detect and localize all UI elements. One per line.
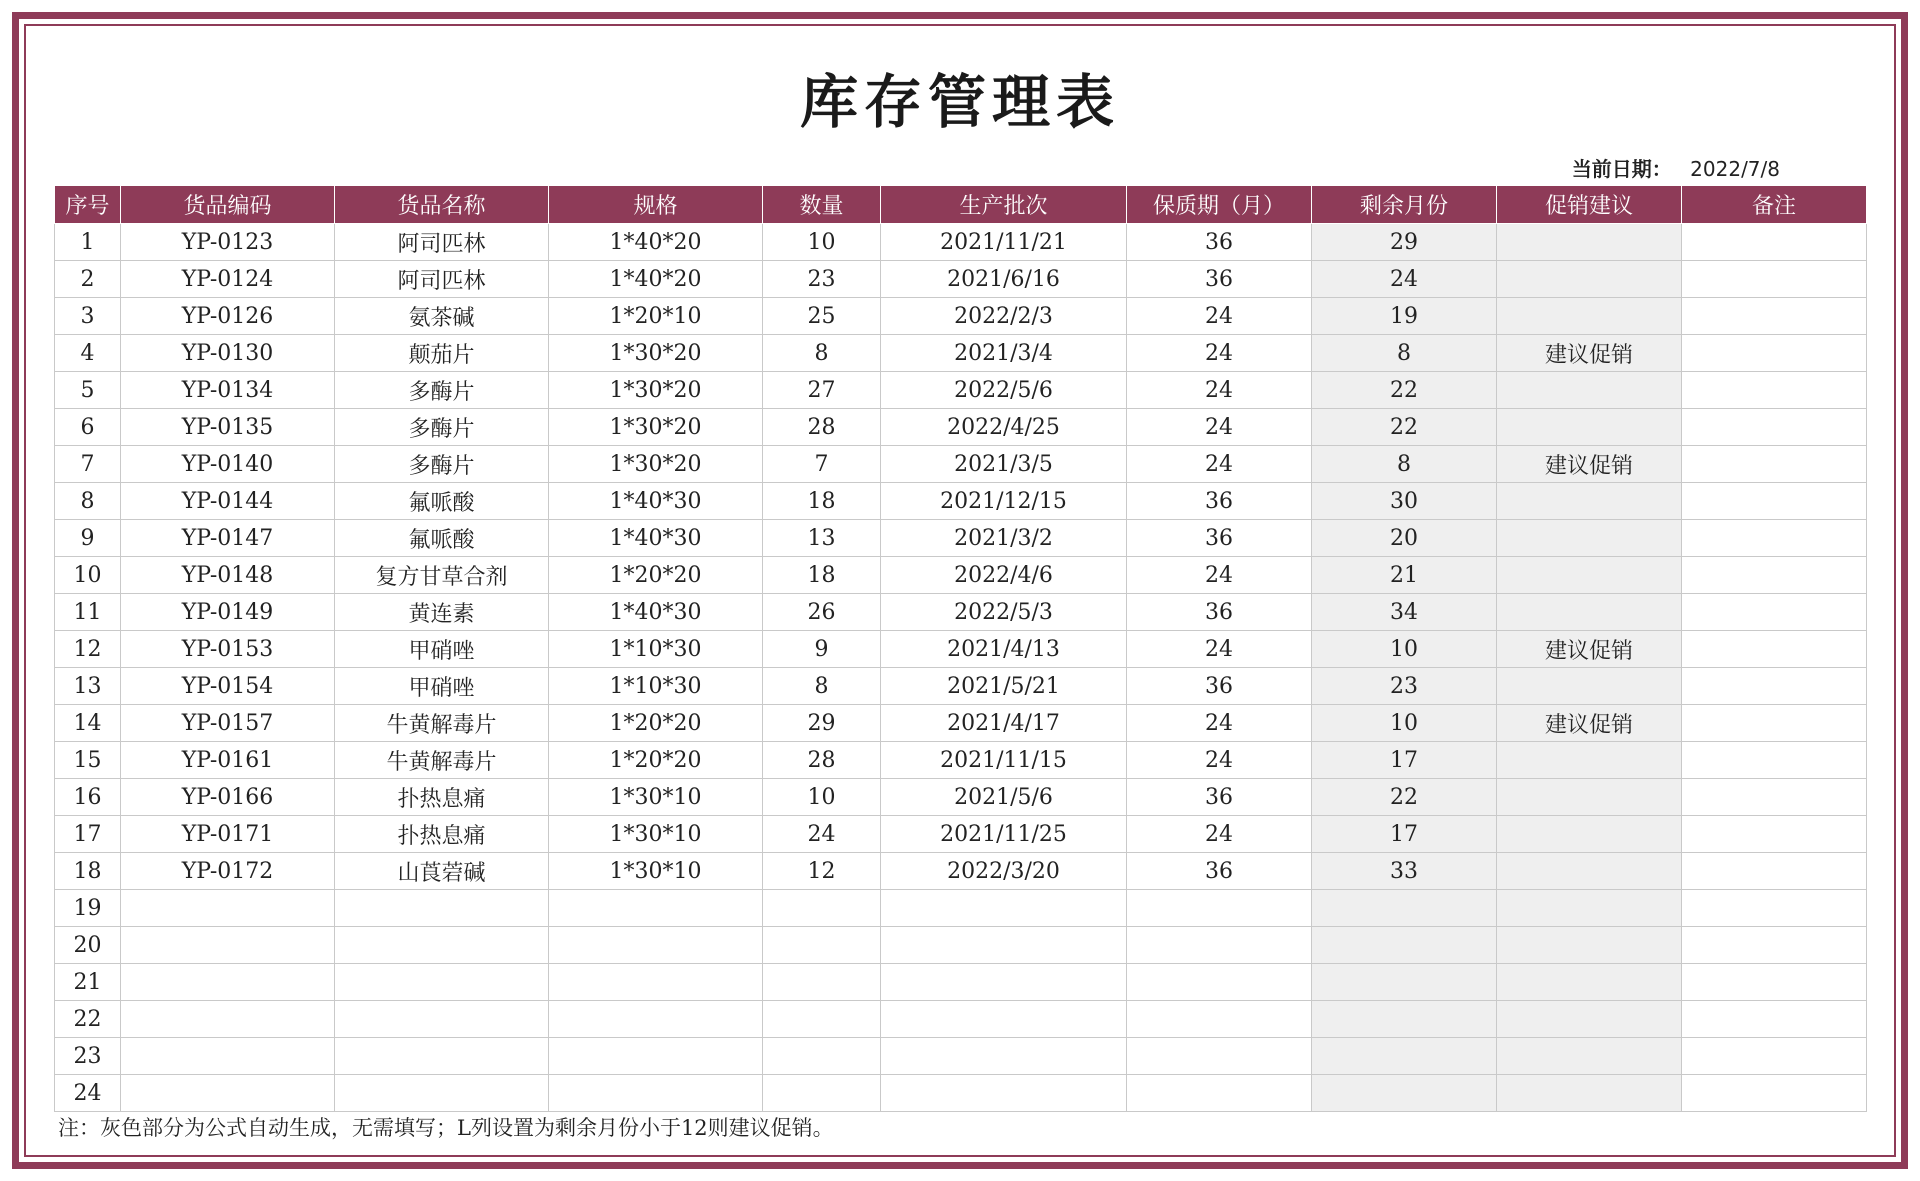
cell-batch[interactable]: 2021/12/15 — [881, 483, 1127, 520]
cell-code[interactable]: YP-0130 — [121, 335, 335, 372]
table-row — [55, 1075, 1867, 1112]
cell-code[interactable]: YP-0153 — [121, 631, 335, 668]
cell-no[interactable]: 5 — [55, 372, 121, 409]
cell-remark[interactable] — [1682, 964, 1867, 1001]
cell-no[interactable]: 21 — [55, 964, 121, 1001]
cell-shelf-life[interactable]: 24 — [1127, 298, 1312, 335]
cell-no[interactable]: 8 — [55, 483, 121, 520]
cell-remark[interactable] — [1682, 446, 1867, 483]
column-header-qty: 数量 — [763, 186, 881, 224]
cell-batch[interactable]: 2021/3/2 — [881, 520, 1127, 557]
cell-code[interactable] — [121, 1038, 335, 1075]
cell-spec[interactable]: 1*30*10 — [549, 779, 763, 816]
cell-remaining[interactable]: 23 — [1312, 668, 1497, 705]
cell-promo[interactable] — [1497, 372, 1682, 409]
cell-spec[interactable]: 1*30*20 — [549, 372, 763, 409]
cell-shelf-life[interactable]: 24 — [1127, 742, 1312, 779]
cell-spec[interactable]: 1*20*20 — [549, 742, 763, 779]
cell-code[interactable]: YP-0140 — [121, 446, 335, 483]
cell-spec[interactable]: 1*30*10 — [549, 816, 763, 853]
cell-remaining[interactable] — [1312, 890, 1497, 927]
cell-code[interactable]: YP-0157 — [121, 705, 335, 742]
cell-shelf-life[interactable] — [1127, 964, 1312, 1001]
cell-spec[interactable] — [549, 1001, 763, 1038]
column-header-remaining: 剩余月份 — [1312, 186, 1497, 224]
cell-remark[interactable] — [1682, 335, 1867, 372]
cell-code[interactable]: YP-0154 — [121, 668, 335, 705]
cell-remaining[interactable] — [1312, 1038, 1497, 1075]
cell-remark[interactable] — [1682, 816, 1867, 853]
cell-promo[interactable] — [1497, 779, 1682, 816]
cell-remark[interactable] — [1682, 298, 1867, 335]
cell-spec[interactable]: 1*40*20 — [549, 261, 763, 298]
cell-spec[interactable]: 1*10*30 — [549, 631, 763, 668]
cell-promo[interactable] — [1497, 224, 1682, 261]
cell-remark[interactable] — [1682, 372, 1867, 409]
cell-qty[interactable]: 27 — [763, 372, 881, 409]
cell-batch[interactable]: 2021/5/21 — [881, 668, 1127, 705]
cell-qty[interactable] — [763, 1038, 881, 1075]
cell-name[interactable] — [335, 1001, 549, 1038]
table-row — [55, 335, 1867, 372]
cell-spec[interactable]: 1*40*30 — [549, 520, 763, 557]
cell-remark[interactable] — [1682, 261, 1867, 298]
cell-code[interactable]: YP-0126 — [121, 298, 335, 335]
cell-code[interactable]: YP-0147 — [121, 520, 335, 557]
cell-batch[interactable] — [881, 1001, 1127, 1038]
cell-promo[interactable] — [1497, 557, 1682, 594]
cell-batch[interactable] — [881, 1075, 1127, 1112]
cell-name[interactable]: 扑热息痛 — [335, 816, 549, 853]
cell-remaining[interactable]: 22 — [1312, 779, 1497, 816]
cell-code[interactable] — [121, 1075, 335, 1112]
cell-no[interactable]: 11 — [55, 594, 121, 631]
cell-qty[interactable]: 23 — [763, 261, 881, 298]
cell-remark[interactable] — [1682, 520, 1867, 557]
cell-code[interactable]: YP-0134 — [121, 372, 335, 409]
cell-remark[interactable] — [1682, 779, 1867, 816]
cell-remark[interactable] — [1682, 890, 1867, 927]
table-row — [55, 705, 1867, 742]
cell-shelf-life[interactable]: 36 — [1127, 594, 1312, 631]
cell-qty[interactable]: 10 — [763, 779, 881, 816]
cell-promo[interactable]: 建议促销 — [1497, 705, 1682, 742]
cell-shelf-life[interactable]: 36 — [1127, 853, 1312, 890]
cell-remaining[interactable]: 24 — [1312, 261, 1497, 298]
cell-promo[interactable] — [1497, 816, 1682, 853]
cell-code[interactable]: YP-0161 — [121, 742, 335, 779]
cell-no[interactable]: 23 — [55, 1038, 121, 1075]
cell-no[interactable]: 18 — [55, 853, 121, 890]
table-row — [55, 927, 1867, 964]
cell-shelf-life[interactable]: 36 — [1127, 520, 1312, 557]
current-date-value[interactable]: 2022/7/8 — [1690, 157, 1780, 181]
cell-code[interactable]: YP-0124 — [121, 261, 335, 298]
cell-qty[interactable]: 26 — [763, 594, 881, 631]
cell-no[interactable]: 7 — [55, 446, 121, 483]
cell-name[interactable]: 多酶片 — [335, 446, 549, 483]
cell-code[interactable]: YP-0172 — [121, 853, 335, 890]
cell-remaining[interactable]: 22 — [1312, 409, 1497, 446]
cell-shelf-life[interactable]: 24 — [1127, 335, 1312, 372]
cell-shelf-life[interactable]: 24 — [1127, 446, 1312, 483]
cell-spec[interactable]: 1*30*10 — [549, 853, 763, 890]
cell-qty[interactable]: 12 — [763, 853, 881, 890]
cell-remark[interactable] — [1682, 1038, 1867, 1075]
cell-shelf-life[interactable] — [1127, 890, 1312, 927]
cell-remark[interactable] — [1682, 927, 1867, 964]
cell-promo[interactable] — [1497, 853, 1682, 890]
cell-code[interactable]: YP-0123 — [121, 224, 335, 261]
cell-batch[interactable] — [881, 1038, 1127, 1075]
cell-qty[interactable]: 18 — [763, 557, 881, 594]
cell-qty[interactable] — [763, 1001, 881, 1038]
cell-remark[interactable] — [1682, 483, 1867, 520]
cell-remaining[interactable] — [1312, 927, 1497, 964]
cell-no[interactable]: 14 — [55, 705, 121, 742]
cell-remaining[interactable]: 30 — [1312, 483, 1497, 520]
cell-remark[interactable] — [1682, 1001, 1867, 1038]
table-row — [55, 1038, 1867, 1075]
cell-name[interactable]: 阿司匹林 — [335, 261, 549, 298]
cell-shelf-life[interactable]: 24 — [1127, 557, 1312, 594]
cell-shelf-life[interactable]: 36 — [1127, 224, 1312, 261]
cell-code[interactable]: YP-0144 — [121, 483, 335, 520]
cell-remaining[interactable]: 20 — [1312, 520, 1497, 557]
cell-batch[interactable]: 2022/4/6 — [881, 557, 1127, 594]
cell-spec[interactable]: 1*30*20 — [549, 446, 763, 483]
table-row — [55, 631, 1867, 668]
column-header-shelf-life: 保质期（月） — [1127, 186, 1312, 224]
cell-remaining[interactable]: 10 — [1312, 631, 1497, 668]
cell-code[interactable] — [121, 927, 335, 964]
cell-qty[interactable]: 28 — [763, 409, 881, 446]
cell-qty[interactable]: 8 — [763, 668, 881, 705]
table-row — [55, 261, 1867, 298]
cell-shelf-life[interactable] — [1127, 1075, 1312, 1112]
cell-remaining[interactable]: 33 — [1312, 853, 1497, 890]
cell-remark[interactable] — [1682, 224, 1867, 261]
cell-batch[interactable]: 2021/6/16 — [881, 261, 1127, 298]
cell-shelf-life[interactable] — [1127, 1001, 1312, 1038]
cell-qty[interactable]: 25 — [763, 298, 881, 335]
table-body — [55, 224, 1867, 1112]
cell-remaining[interactable]: 34 — [1312, 594, 1497, 631]
cell-name[interactable]: 多酶片 — [335, 372, 549, 409]
cell-code[interactable] — [121, 890, 335, 927]
cell-promo[interactable] — [1497, 1075, 1682, 1112]
cell-spec[interactable] — [549, 1075, 763, 1112]
cell-shelf-life[interactable] — [1127, 1038, 1312, 1075]
cell-name[interactable]: 甲硝唑 — [335, 668, 549, 705]
cell-shelf-life[interactable]: 36 — [1127, 779, 1312, 816]
table-row — [55, 853, 1867, 890]
cell-qty[interactable] — [763, 964, 881, 1001]
cell-qty[interactable]: 8 — [763, 335, 881, 372]
cell-spec[interactable]: 1*10*30 — [549, 668, 763, 705]
cell-batch[interactable]: 2021/5/6 — [881, 779, 1127, 816]
cell-remark[interactable] — [1682, 742, 1867, 779]
cell-shelf-life[interactable] — [1127, 927, 1312, 964]
cell-qty[interactable]: 7 — [763, 446, 881, 483]
cell-shelf-life[interactable]: 36 — [1127, 261, 1312, 298]
cell-no[interactable]: 2 — [55, 261, 121, 298]
column-header-remark: 备注 — [1682, 186, 1867, 224]
cell-batch[interactable]: 2022/4/25 — [881, 409, 1127, 446]
cell-batch[interactable]: 2022/2/3 — [881, 298, 1127, 335]
column-header-batch: 生产批次 — [881, 186, 1127, 224]
cell-remaining[interactable]: 17 — [1312, 742, 1497, 779]
cell-remaining[interactable]: 29 — [1312, 224, 1497, 261]
cell-spec[interactable] — [549, 1038, 763, 1075]
cell-name[interactable] — [335, 1075, 549, 1112]
cell-remark[interactable] — [1682, 853, 1867, 890]
cell-no[interactable]: 24 — [55, 1075, 121, 1112]
column-header-name: 货品名称 — [335, 186, 549, 224]
cell-spec[interactable]: 1*30*20 — [549, 409, 763, 446]
cell-no[interactable]: 13 — [55, 668, 121, 705]
cell-remaining[interactable]: 21 — [1312, 557, 1497, 594]
cell-batch[interactable]: 2021/11/21 — [881, 224, 1127, 261]
cell-remark[interactable] — [1682, 557, 1867, 594]
table-row — [55, 483, 1867, 520]
cell-remaining[interactable] — [1312, 964, 1497, 1001]
cell-shelf-life[interactable]: 24 — [1127, 705, 1312, 742]
cell-spec[interactable]: 1*20*20 — [549, 557, 763, 594]
cell-name[interactable]: 颠茄片 — [335, 335, 549, 372]
cell-remaining[interactable]: 17 — [1312, 816, 1497, 853]
cell-spec[interactable] — [549, 927, 763, 964]
cell-batch[interactable]: 2021/11/15 — [881, 742, 1127, 779]
cell-qty[interactable]: 13 — [763, 520, 881, 557]
cell-spec[interactable] — [549, 890, 763, 927]
cell-code[interactable]: YP-0135 — [121, 409, 335, 446]
cell-remark[interactable] — [1682, 409, 1867, 446]
cell-no[interactable]: 6 — [55, 409, 121, 446]
cell-name[interactable] — [335, 964, 549, 1001]
cell-name[interactable]: 牛黄解毒片 — [335, 705, 549, 742]
current-date — [1572, 153, 1780, 182]
cell-shelf-life[interactable]: 24 — [1127, 409, 1312, 446]
cell-batch[interactable]: 2022/3/20 — [881, 853, 1127, 890]
cell-spec[interactable]: 1*40*20 — [549, 224, 763, 261]
cell-promo[interactable] — [1497, 483, 1682, 520]
column-header-no: 序号 — [55, 186, 121, 224]
current-date-label: 当前日期： — [1571, 157, 1672, 181]
cell-promo[interactable] — [1497, 964, 1682, 1001]
cell-spec[interactable]: 1*40*30 — [549, 483, 763, 520]
cell-no[interactable]: 4 — [55, 335, 121, 372]
cell-remaining[interactable]: 10 — [1312, 705, 1497, 742]
cell-shelf-life[interactable]: 24 — [1127, 372, 1312, 409]
cell-no[interactable]: 15 — [55, 742, 121, 779]
cell-qty[interactable]: 28 — [763, 742, 881, 779]
cell-qty[interactable]: 18 — [763, 483, 881, 520]
cell-name[interactable]: 黄连素 — [335, 594, 549, 631]
cell-batch[interactable]: 2021/3/4 — [881, 335, 1127, 372]
header-row — [55, 186, 1867, 224]
table-row — [55, 890, 1867, 927]
cell-remark[interactable] — [1682, 631, 1867, 668]
cell-qty[interactable]: 24 — [763, 816, 881, 853]
cell-no[interactable]: 17 — [55, 816, 121, 853]
table-row — [55, 224, 1867, 261]
cell-no[interactable]: 20 — [55, 927, 121, 964]
cell-spec[interactable]: 1*30*20 — [549, 335, 763, 372]
table-row — [55, 816, 1867, 853]
cell-code[interactable]: YP-0171 — [121, 816, 335, 853]
cell-name[interactable]: 牛黄解毒片 — [335, 742, 549, 779]
table-row — [55, 742, 1867, 779]
cell-batch[interactable] — [881, 890, 1127, 927]
cell-code[interactable]: YP-0148 — [121, 557, 335, 594]
cell-shelf-life[interactable]: 24 — [1127, 816, 1312, 853]
cell-no[interactable]: 9 — [55, 520, 121, 557]
cell-name[interactable]: 阿司匹林 — [335, 224, 549, 261]
cell-qty[interactable] — [763, 890, 881, 927]
cell-promo[interactable] — [1497, 409, 1682, 446]
column-header-code: 货品编码 — [121, 186, 335, 224]
cell-no[interactable]: 16 — [55, 779, 121, 816]
cell-name[interactable]: 多酶片 — [335, 409, 549, 446]
cell-spec[interactable] — [549, 964, 763, 1001]
cell-shelf-life[interactable]: 36 — [1127, 483, 1312, 520]
inventory-table — [54, 185, 1867, 1112]
table-row — [55, 520, 1867, 557]
cell-remaining[interactable] — [1312, 1001, 1497, 1038]
cell-no[interactable]: 1 — [55, 224, 121, 261]
cell-remaining[interactable]: 8 — [1312, 335, 1497, 372]
cell-batch[interactable] — [881, 927, 1127, 964]
cell-batch[interactable]: 2022/5/6 — [881, 372, 1127, 409]
cell-batch[interactable] — [881, 964, 1127, 1001]
cell-name[interactable]: 氟哌酸 — [335, 520, 549, 557]
cell-name[interactable]: 复方甘草合剂 — [335, 557, 549, 594]
cell-qty[interactable]: 10 — [763, 224, 881, 261]
cell-promo[interactable] — [1497, 668, 1682, 705]
cell-promo[interactable] — [1497, 261, 1682, 298]
cell-code[interactable]: YP-0149 — [121, 594, 335, 631]
table-row — [55, 964, 1867, 1001]
cell-promo[interactable]: 建议促销 — [1497, 631, 1682, 668]
cell-batch[interactable]: 2022/5/3 — [881, 594, 1127, 631]
cell-spec[interactable]: 1*20*20 — [549, 705, 763, 742]
cell-qty[interactable] — [763, 927, 881, 964]
table-row — [55, 1001, 1867, 1038]
table-row — [55, 557, 1867, 594]
cell-name[interactable]: 氨茶碱 — [335, 298, 549, 335]
table-row — [55, 446, 1867, 483]
cell-promo[interactable] — [1497, 520, 1682, 557]
cell-name[interactable]: 山莨菪碱 — [335, 853, 549, 890]
cell-name[interactable] — [335, 890, 549, 927]
cell-no[interactable]: 19 — [55, 890, 121, 927]
table-row — [55, 372, 1867, 409]
cell-promo[interactable] — [1497, 742, 1682, 779]
cell-promo[interactable]: 建议促销 — [1497, 335, 1682, 372]
table-row — [55, 298, 1867, 335]
cell-spec[interactable]: 1*20*10 — [549, 298, 763, 335]
cell-qty[interactable]: 9 — [763, 631, 881, 668]
cell-remark[interactable] — [1682, 668, 1867, 705]
cell-code[interactable]: YP-0166 — [121, 779, 335, 816]
cell-remark[interactable] — [1682, 1075, 1867, 1112]
cell-batch[interactable]: 2021/3/5 — [881, 446, 1127, 483]
footnote: 注：灰色部分为公式自动生成，无需填写；L列设置为剩余月份小于12则建议促销。 — [58, 1116, 834, 1140]
cell-promo[interactable] — [1497, 927, 1682, 964]
cell-batch[interactable]: 2021/11/25 — [881, 816, 1127, 853]
cell-promo[interactable] — [1497, 1038, 1682, 1075]
cell-remaining[interactable] — [1312, 1075, 1497, 1112]
cell-code[interactable] — [121, 964, 335, 1001]
cell-name[interactable] — [335, 1038, 549, 1075]
cell-name[interactable]: 甲硝唑 — [335, 631, 549, 668]
cell-qty[interactable]: 29 — [763, 705, 881, 742]
cell-spec[interactable]: 1*40*30 — [549, 594, 763, 631]
cell-promo[interactable] — [1497, 890, 1682, 927]
cell-name[interactable]: 扑热息痛 — [335, 779, 549, 816]
cell-no[interactable]: 22 — [55, 1001, 121, 1038]
cell-no[interactable]: 3 — [55, 298, 121, 335]
cell-batch[interactable]: 2021/4/17 — [881, 705, 1127, 742]
cell-no[interactable]: 12 — [55, 631, 121, 668]
cell-remaining[interactable]: 8 — [1312, 446, 1497, 483]
cell-code[interactable] — [121, 1001, 335, 1038]
cell-name[interactable] — [335, 927, 549, 964]
cell-remaining[interactable]: 22 — [1312, 372, 1497, 409]
cell-no[interactable]: 10 — [55, 557, 121, 594]
cell-name[interactable]: 氟哌酸 — [335, 483, 549, 520]
cell-promo[interactable] — [1497, 594, 1682, 631]
table-row — [55, 594, 1867, 631]
table-row — [55, 668, 1867, 705]
cell-batch[interactable]: 2021/4/13 — [881, 631, 1127, 668]
cell-shelf-life[interactable]: 36 — [1127, 668, 1312, 705]
cell-remaining[interactable]: 19 — [1312, 298, 1497, 335]
cell-promo[interactable] — [1497, 1001, 1682, 1038]
column-header-spec: 规格 — [549, 186, 763, 224]
page-title: 库存管理表 — [799, 68, 1120, 136]
table-row — [55, 409, 1867, 446]
column-header-promo: 促销建议 — [1497, 186, 1682, 224]
cell-remark[interactable] — [1682, 594, 1867, 631]
cell-shelf-life[interactable]: 24 — [1127, 631, 1312, 668]
cell-promo[interactable] — [1497, 298, 1682, 335]
cell-promo[interactable]: 建议促销 — [1497, 446, 1682, 483]
cell-qty[interactable] — [763, 1075, 881, 1112]
cell-remark[interactable] — [1682, 705, 1867, 742]
table-row — [55, 779, 1867, 816]
